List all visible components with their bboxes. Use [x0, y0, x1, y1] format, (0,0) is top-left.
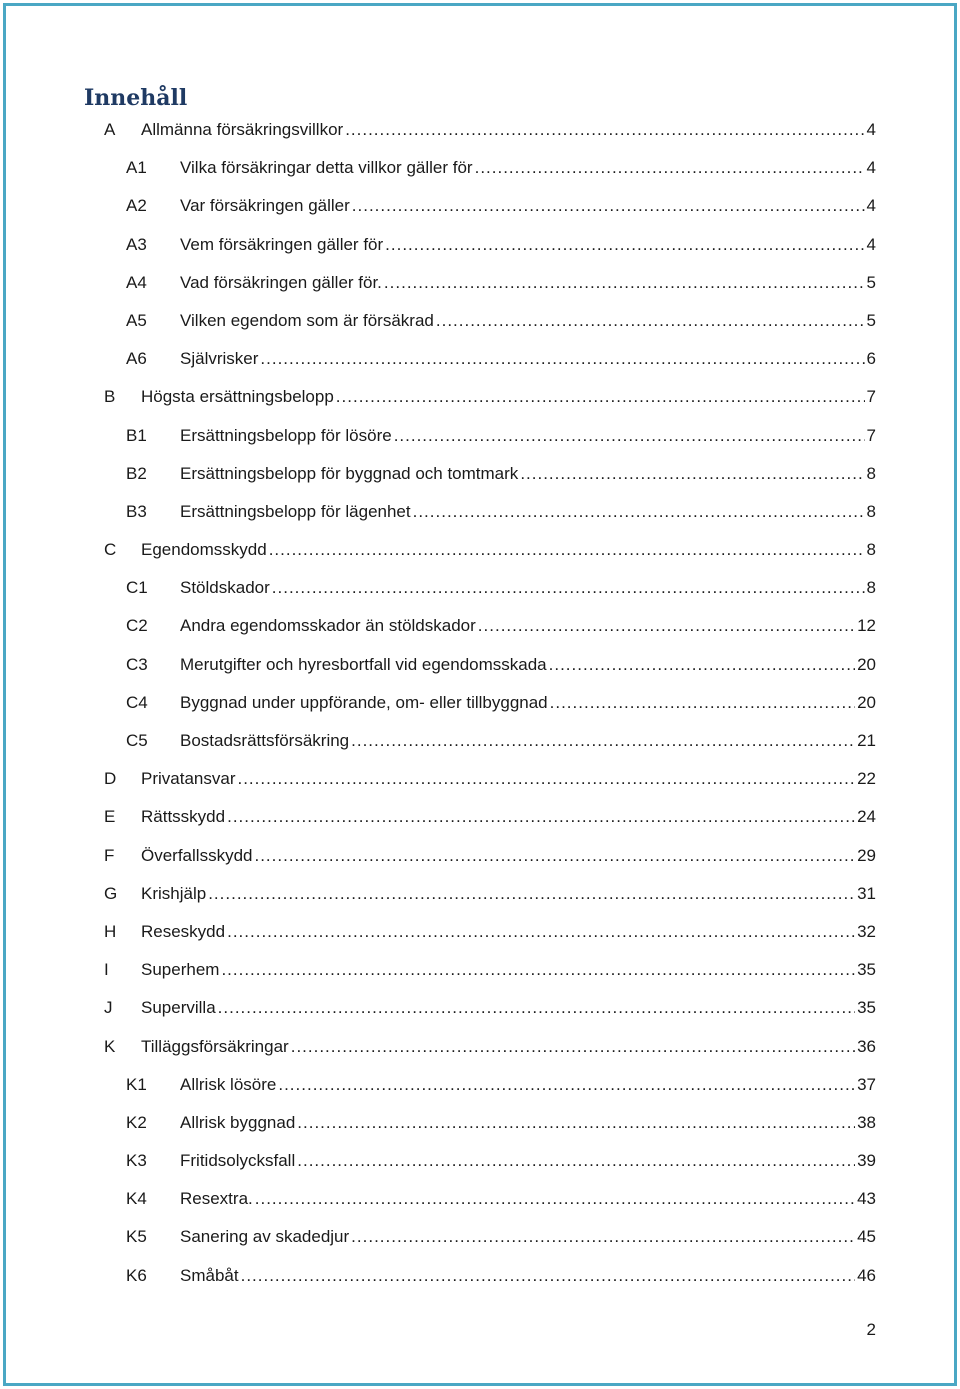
- toc-entry-title[interactable]: Småbåt: [180, 1265, 239, 1285]
- toc-entry-title[interactable]: Merutgifter och hyresbortfall vid egendomsskada: [180, 654, 547, 674]
- toc-entry-code: C2: [126, 616, 148, 636]
- dot-leader: [436, 302, 865, 340]
- toc-entry-title[interactable]: Vad försäkringen gäller för.: [180, 272, 382, 292]
- toc-entry-code: B1: [126, 425, 147, 445]
- toc-entry-line: [180, 1104, 876, 1142]
- toc-entry-title[interactable]: Tilläggsförsäkringar: [141, 1036, 289, 1056]
- toc-entry-code: A5: [126, 310, 147, 330]
- toc-entry[interactable]: [0, 1028, 960, 1066]
- toc-entry-line: [180, 722, 876, 760]
- toc-entry-page[interactable]: 45: [857, 1227, 876, 1247]
- toc-entry-code: F: [104, 845, 115, 865]
- toc-entry[interactable]: [0, 1142, 960, 1180]
- toc-entry-title[interactable]: Högsta ersättningsbelopp: [141, 387, 334, 407]
- toc-entry-title[interactable]: Allrisk byggnad: [180, 1112, 296, 1132]
- toc-entry-page[interactable]: 20: [857, 654, 876, 674]
- toc-entry[interactable]: [0, 1066, 960, 1104]
- toc-entry-line: [180, 646, 876, 684]
- toc-entry-line: [180, 1066, 876, 1104]
- toc-entry-title[interactable]: Ersättningsbelopp för lösöre: [180, 425, 392, 445]
- toc-entry[interactable]: [0, 798, 960, 836]
- toc-entry[interactable]: [0, 875, 960, 913]
- toc-entry-line: [141, 837, 876, 875]
- toc-entry[interactable]: [0, 1180, 960, 1218]
- toc-entry-line: [180, 1257, 876, 1295]
- toc-entry-line: [141, 913, 876, 951]
- toc-entry-page[interactable]: 46: [857, 1265, 876, 1285]
- dot-leader: [208, 875, 855, 913]
- toc-entry-page[interactable]: 39: [857, 1151, 876, 1171]
- dot-leader: [550, 684, 855, 722]
- toc-entry-page[interactable]: 5: [866, 272, 876, 292]
- toc-entry[interactable]: [0, 913, 960, 951]
- toc-entry-title[interactable]: Superhem: [141, 960, 220, 980]
- dot-leader: [260, 340, 864, 378]
- toc-entry-title[interactable]: Ersättningsbelopp för byggnad och tomtmark: [180, 463, 519, 483]
- dot-leader: [241, 1257, 855, 1295]
- toc-entry-code: D: [104, 769, 117, 789]
- toc-entry-title[interactable]: Byggnad under uppförande, om- eller tillbyggnad: [180, 692, 548, 712]
- toc-entry[interactable]: [0, 989, 960, 1027]
- table-of-contents: [0, 111, 960, 1295]
- toc-entry-page[interactable]: 6: [866, 349, 876, 369]
- toc-entry-page[interactable]: 8: [866, 463, 876, 483]
- dot-leader: [278, 1066, 855, 1104]
- toc-entry-line: [180, 493, 876, 531]
- toc-entry-page[interactable]: 37: [857, 1074, 876, 1094]
- toc-entry[interactable]: [0, 340, 960, 378]
- toc-entry-title[interactable]: Självrisker: [180, 349, 259, 369]
- toc-entry-page[interactable]: 22: [857, 769, 876, 789]
- toc-entry-title[interactable]: Resextra.: [180, 1189, 253, 1209]
- toc-entry-page[interactable]: 12: [857, 616, 876, 636]
- toc-entry-page[interactable]: 35: [857, 960, 876, 980]
- toc-entry-code: C: [104, 540, 117, 560]
- toc-entry-code: E: [104, 807, 116, 827]
- toc-entry-line: [141, 531, 876, 569]
- dot-leader: [227, 798, 855, 836]
- dot-leader: [385, 226, 864, 264]
- toc-entry-page[interactable]: 43: [857, 1189, 876, 1209]
- dot-leader: [336, 378, 865, 416]
- toc-entry-line: [141, 989, 876, 1027]
- toc-entry-line: [141, 951, 876, 989]
- toc-entry-code: B3: [126, 501, 147, 521]
- toc-entry[interactable]: [0, 1104, 960, 1142]
- toc-entry-line: [180, 149, 876, 187]
- toc-entry-line: [180, 417, 876, 455]
- toc-entry-page[interactable]: 31: [857, 883, 876, 903]
- toc-entry[interactable]: [0, 378, 960, 416]
- toc-entry[interactable]: [0, 187, 960, 225]
- toc-entry-line: [180, 226, 876, 264]
- toc-entry[interactable]: [0, 149, 960, 187]
- toc-entry-title[interactable]: Privatansvar: [141, 769, 236, 789]
- toc-entry[interactable]: [0, 302, 960, 340]
- toc-entry-page[interactable]: 20: [857, 692, 876, 712]
- toc-entry-code: A: [104, 120, 116, 139]
- toc-entry[interactable]: [0, 455, 960, 493]
- toc-entry[interactable]: [0, 1257, 960, 1295]
- toc-entry[interactable]: [0, 531, 960, 569]
- toc-entry-title[interactable]: Allrisk lösöre: [180, 1074, 277, 1094]
- toc-entry-line: [180, 684, 876, 722]
- toc-entry[interactable]: [0, 493, 960, 531]
- toc-entry-page[interactable]: 5: [866, 310, 876, 330]
- toc-entry-page[interactable]: 7: [866, 387, 876, 407]
- toc-entry-code: H: [104, 921, 117, 941]
- toc-entry-title[interactable]: Egendomsskydd: [141, 540, 267, 560]
- toc-entry-code: K: [104, 1036, 116, 1056]
- dot-leader: [345, 111, 864, 149]
- toc-entry-page[interactable]: 7: [866, 425, 876, 445]
- toc-entry-title[interactable]: Stöldskador: [180, 578, 270, 598]
- dot-leader: [297, 1104, 855, 1142]
- toc-entry-title[interactable]: Rättsskydd: [141, 807, 226, 827]
- toc-entry-title[interactable]: Var försäkringen gäller: [180, 196, 350, 216]
- toc-entry-code: C3: [126, 654, 148, 674]
- toc-entry-title[interactable]: Sanering av skadedjur: [180, 1227, 350, 1247]
- toc-entry-page[interactable]: 29: [857, 845, 876, 865]
- toc-entry[interactable]: [0, 607, 960, 645]
- toc-entry-code: J: [104, 998, 113, 1018]
- toc-entry-code: K1: [126, 1074, 147, 1094]
- dot-leader: [549, 646, 855, 684]
- toc-entry[interactable]: [0, 226, 960, 264]
- dot-leader: [218, 989, 855, 1027]
- dot-leader: [394, 417, 865, 455]
- toc-entry[interactable]: [0, 684, 960, 722]
- toc-entry-line: [180, 1180, 876, 1218]
- page-number: 2: [866, 1320, 876, 1339]
- toc-entry-title[interactable]: Bostadsrättsförsäkring: [180, 731, 350, 750]
- toc-entry-page[interactable]: 24: [857, 807, 876, 827]
- toc-entry-code: K3: [126, 1151, 147, 1171]
- toc-entry-line: [141, 378, 876, 416]
- toc-entry-line: [180, 455, 876, 493]
- toc-entry-title[interactable]: Vilka försäkringar detta villkor gäller för: [180, 158, 473, 178]
- dot-leader: [351, 722, 855, 760]
- toc-entry-code: A6: [126, 349, 147, 369]
- toc-entry-line: [180, 340, 876, 378]
- toc-entry-page[interactable]: 4: [866, 120, 876, 139]
- toc-entry-line: [180, 187, 876, 225]
- dot-leader: [291, 1028, 855, 1066]
- toc-entry-line: [180, 1142, 876, 1180]
- dot-leader: [413, 493, 865, 531]
- toc-entry[interactable]: [0, 569, 960, 607]
- toc-entry-title[interactable]: Supervilla: [141, 998, 216, 1018]
- dot-leader: [352, 187, 865, 225]
- toc-entry-title[interactable]: Vem försäkringen gäller för: [180, 234, 384, 254]
- toc-entry-page[interactable]: 38: [857, 1112, 876, 1132]
- dot-leader: [520, 455, 864, 493]
- toc-entry-line: [141, 760, 876, 798]
- toc-entry-title[interactable]: Krishjälp: [141, 883, 207, 903]
- toc-entry-title[interactable]: Andra egendomsskador än stöldskador: [180, 616, 476, 636]
- toc-entry-line: [180, 607, 876, 645]
- dot-leader: [478, 607, 855, 645]
- dot-leader: [351, 1218, 855, 1256]
- toc-entry[interactable]: [0, 837, 960, 875]
- dot-leader: [269, 531, 865, 569]
- toc-entry-page[interactable]: 8: [866, 578, 876, 598]
- toc-entry-title[interactable]: Vilken egendom som är försäkrad: [180, 310, 434, 330]
- toc-entry-code: B: [104, 387, 116, 407]
- dot-leader: [237, 760, 855, 798]
- toc-entry[interactable]: [0, 951, 960, 989]
- dot-leader: [227, 913, 855, 951]
- toc-entry-code: K6: [126, 1265, 147, 1285]
- toc-entry[interactable]: [0, 1218, 960, 1256]
- dot-leader: [221, 951, 855, 989]
- toc-entry-code: A2: [126, 196, 147, 216]
- dot-leader: [475, 149, 865, 187]
- toc-entry-code: K5: [126, 1227, 147, 1247]
- toc-entry-code: G: [104, 883, 118, 903]
- toc-entry-title[interactable]: Överfallsskydd: [141, 845, 253, 865]
- toc-entry-page[interactable]: 8: [866, 501, 876, 521]
- dot-leader: [297, 1142, 855, 1180]
- toc-entry-page[interactable]: 35: [857, 998, 876, 1018]
- toc-entry-page[interactable]: 4: [866, 158, 876, 178]
- toc-entry-title[interactable]: Fritidsolycksfall: [180, 1151, 296, 1171]
- toc-entry-page[interactable]: 4: [866, 196, 876, 216]
- toc-entry-code: B2: [126, 463, 147, 483]
- toc-entry[interactable]: [0, 264, 960, 302]
- toc-entry-line: [180, 1218, 876, 1256]
- toc-entry-code: A4: [126, 272, 147, 292]
- toc-entry-page[interactable]: 4: [866, 234, 876, 254]
- toc-entry-line: [141, 111, 876, 149]
- toc-entry-code: A1: [126, 158, 147, 178]
- toc-entry-code: A3: [126, 234, 147, 254]
- toc-entry[interactable]: [0, 760, 960, 798]
- toc-entry-line: [141, 798, 876, 836]
- toc-entry-title[interactable]: Reseskydd: [141, 921, 226, 941]
- toc-entry[interactable]: [0, 722, 960, 760]
- toc-entry-line: [141, 875, 876, 913]
- toc-entry-line: [141, 1028, 876, 1066]
- toc-entry-line: [180, 569, 876, 607]
- toc-entry[interactable]: [0, 417, 960, 455]
- dot-leader: [255, 1180, 855, 1218]
- toc-entry-code: C5: [126, 731, 148, 750]
- toc-entry-title[interactable]: Allmänna försäkringsvillkor: [141, 120, 344, 139]
- toc-entry-page[interactable]: 36: [857, 1036, 876, 1056]
- dot-leader: [384, 264, 865, 302]
- toc-entry-code: C1: [126, 578, 148, 598]
- toc-entry-code: I: [104, 960, 109, 980]
- toc-entry-page[interactable]: 8: [866, 540, 876, 560]
- toc-entry-line: [180, 302, 876, 340]
- toc-entry[interactable]: [0, 646, 960, 684]
- toc-heading: Innehåll: [84, 85, 188, 111]
- toc-entry-code: K4: [126, 1189, 147, 1209]
- toc-entry-page[interactable]: 21: [857, 731, 876, 750]
- dot-leader: [254, 837, 855, 875]
- toc-entry[interactable]: [0, 111, 960, 149]
- toc-entry-title[interactable]: Ersättningsbelopp för lägenhet: [180, 501, 411, 521]
- toc-entry-line: [180, 264, 876, 302]
- toc-entry-page[interactable]: 32: [857, 921, 876, 941]
- dot-leader: [272, 569, 865, 607]
- toc-entry-code: K2: [126, 1112, 147, 1132]
- toc-entry-code: C4: [126, 692, 148, 712]
